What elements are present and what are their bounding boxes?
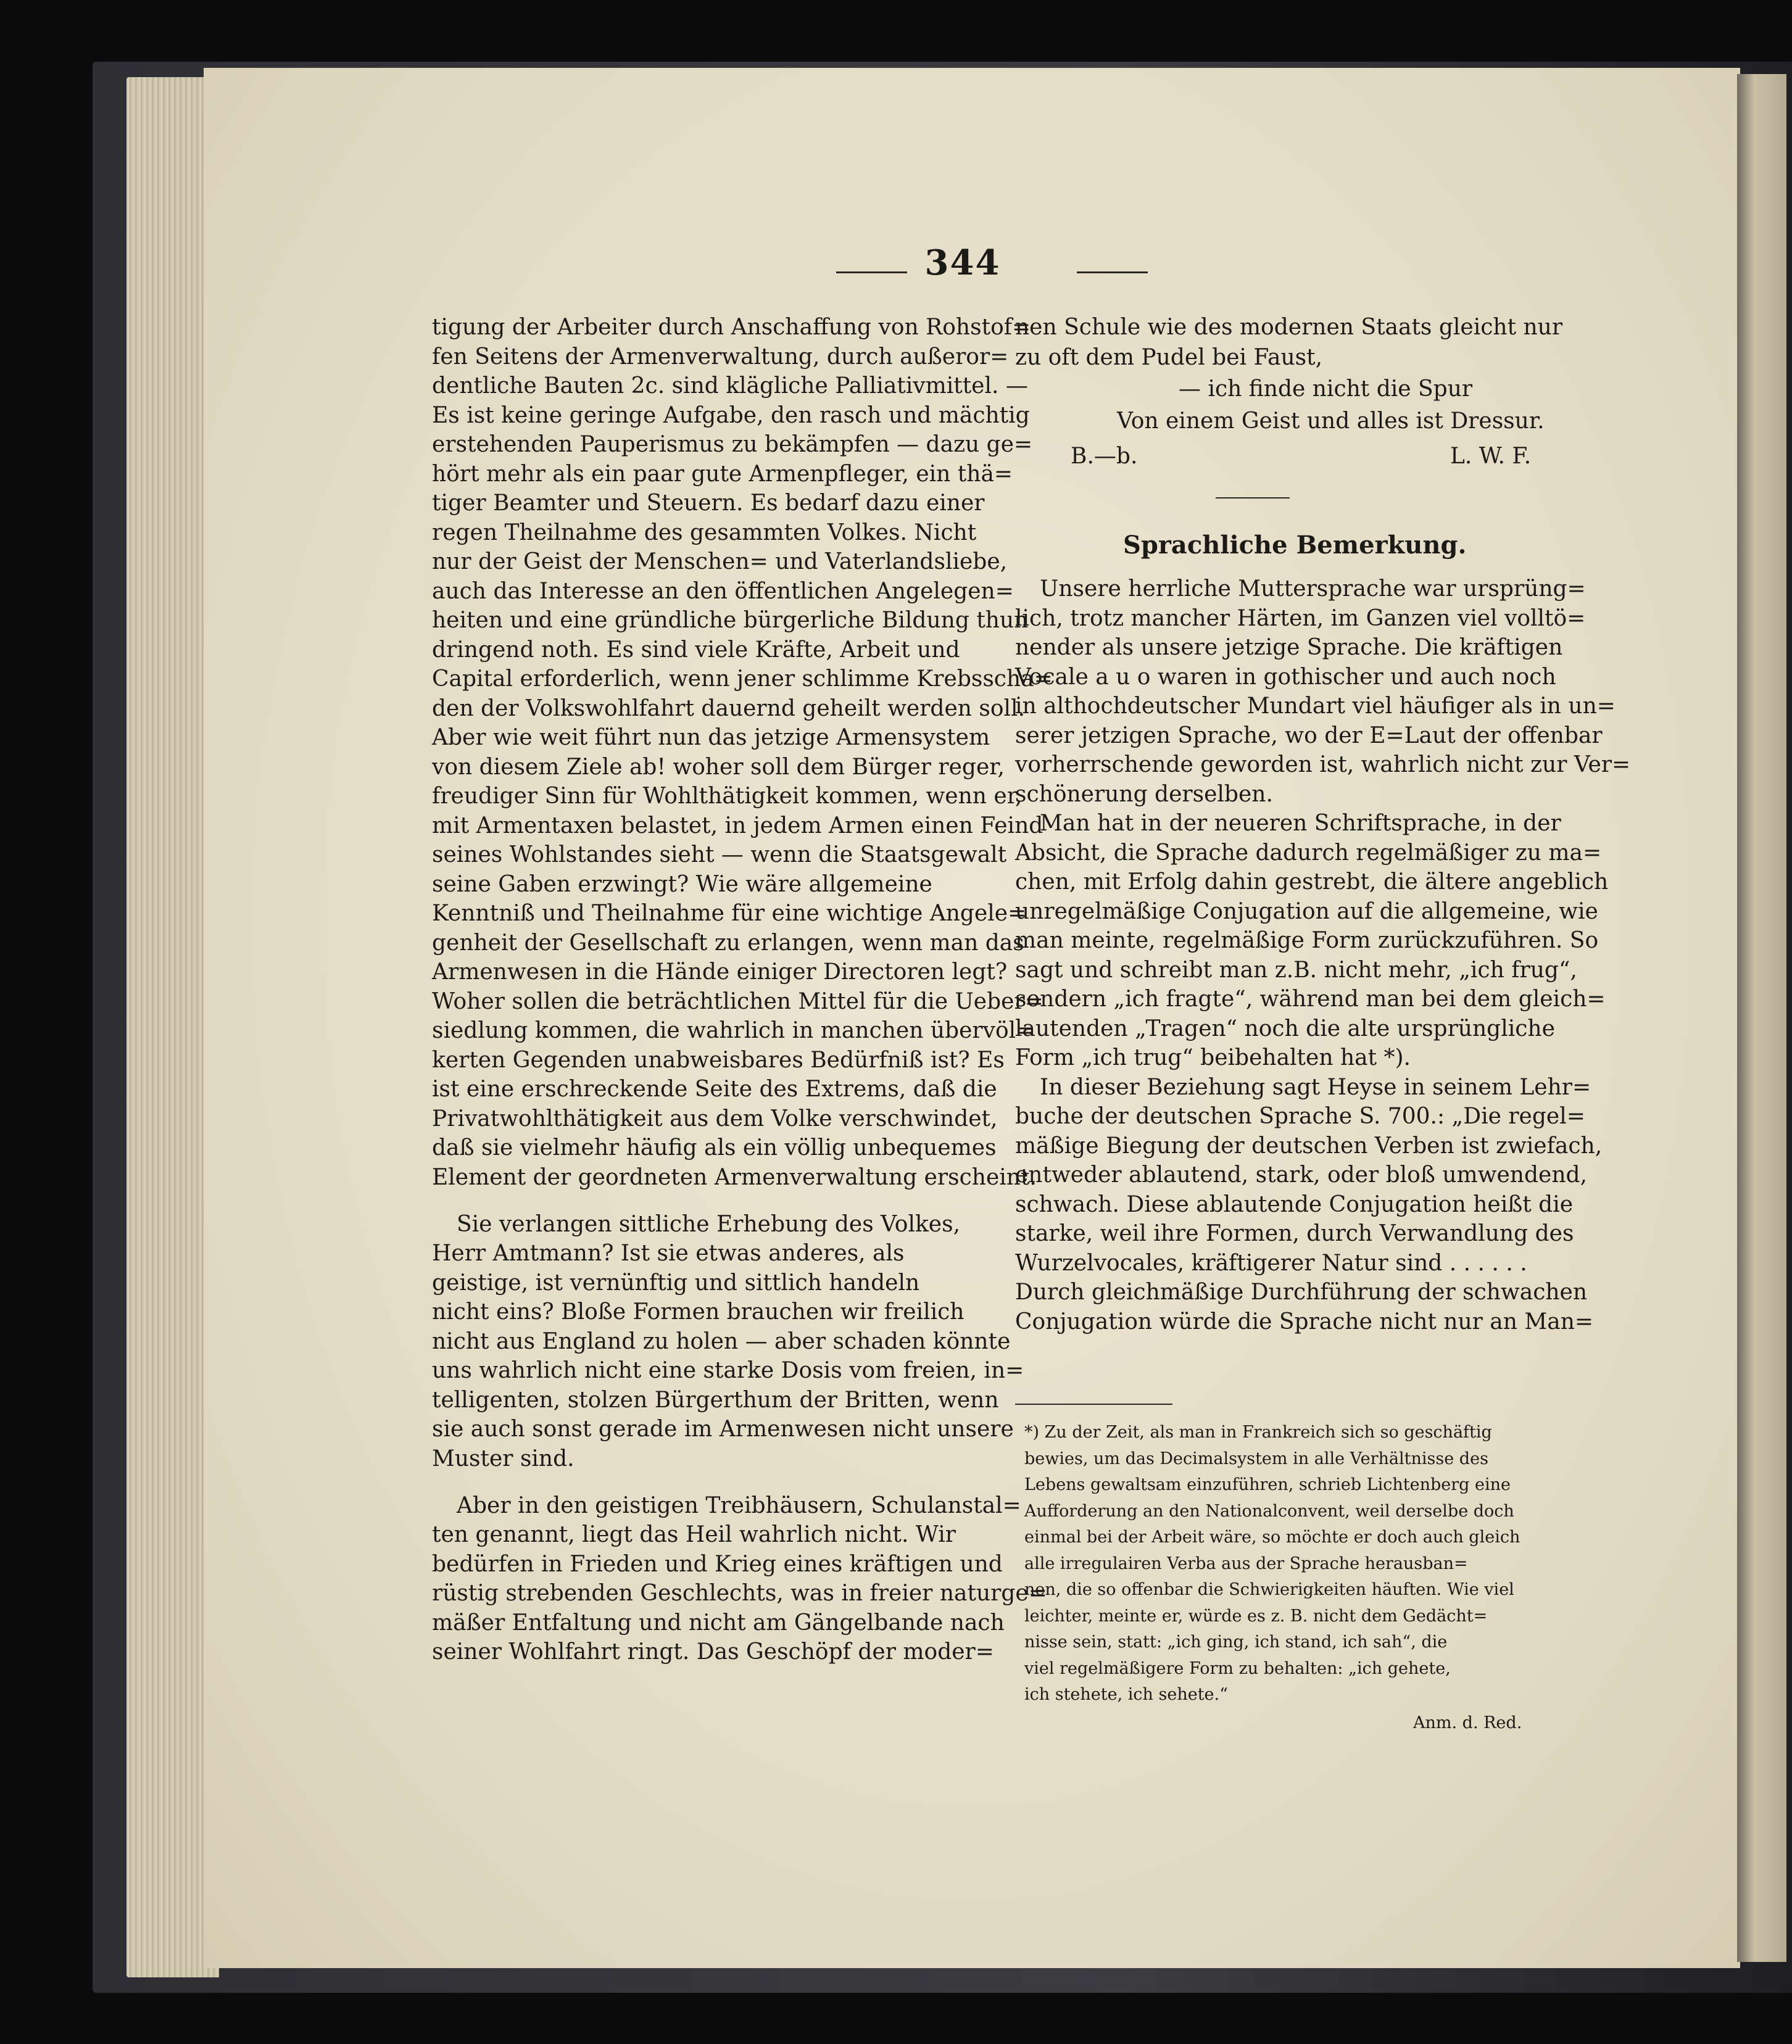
text-line: Sie verlangen sittliche Erhebung des Volkes,: [457, 1211, 961, 1237]
text-line: Muster sind.: [432, 1446, 575, 1471]
text-line: Conjugation würde die Sprache nicht nur an Man=: [1015, 1309, 1594, 1334]
text-line: In dieser Beziehung sagt Heyse in seinem Lehr=: [1040, 1074, 1591, 1100]
text-line: dentliche Bauten 2c. sind klägliche Palliativmittel. —: [432, 373, 1028, 399]
text-line: auch das Interesse an den öffentlichen Angelegen=: [432, 578, 1014, 604]
text-line: seiner Wohlfahrt ringt. Das Geschöpf der moder=: [432, 1639, 994, 1665]
text-line: rüstig strebenden Geschlechts, was in freier naturge=: [432, 1581, 1047, 1606]
section-divider: [1216, 497, 1290, 499]
quote-line: — ich finde nicht die Spur: [1179, 376, 1473, 402]
text-line: Durch gleichmäßige Durchführung der schwachen: [1015, 1280, 1588, 1305]
text-line: einmal bei der Arbeit wäre, so möchte er doch auch gleich: [1024, 1528, 1520, 1547]
text-line: geistige, ist vernünftig und sittlich handeln: [432, 1270, 920, 1296]
text-line: Herr Amtmann? Ist sie etwas anderes, als: [432, 1241, 905, 1266]
text-line: schwach. Diese ablautende Conjugation heißt die: [1015, 1191, 1574, 1217]
text-line: Wurzelvocales, kräftigerer Natur sind . . . . . .: [1015, 1250, 1527, 1276]
text-line: in althochdeutscher Mundart viel häufiger als in un=: [1015, 693, 1616, 719]
text-line: daß sie vielmehr häufig als ein völlig unbequemes: [432, 1135, 997, 1161]
text-line: Capital erforderlich, wenn jener schlimme Krebsscha=: [432, 666, 1053, 692]
page-number-dash-right: [1077, 271, 1148, 273]
text-line: freudiger Sinn für Wohlthätigkeit kommen, wenn er,: [432, 784, 1023, 809]
text-line: ist eine erschreckende Seite des Extrems, daß die: [432, 1077, 997, 1102]
text-line: nender als unsere jetzige Sprache. Die kräftigen: [1015, 635, 1563, 660]
text-line: genheit der Gesellschaft zu erlangen, wenn man das: [432, 930, 1024, 956]
text-line: von diesem Ziele ab! woher soll dem Bürger reger,: [432, 754, 1005, 780]
text-line: seines Wohlstandes sieht — wenn die Staatsgewalt: [432, 842, 1007, 867]
text-line: lautenden „Tragen“ noch die alte ursprüngliche: [1015, 1016, 1555, 1041]
text-line: Kenntniß und Theilnahme für eine wichtige Angele=: [432, 901, 1027, 926]
text-line: sie auch sonst gerade im Armenwesen nicht unsere: [432, 1417, 1014, 1442]
text-line: sondern „ich fragte“, während man bei dem gleich=: [1015, 987, 1606, 1012]
text-line: nicht eins? Bloße Formen brauchen wir freilich: [432, 1299, 964, 1325]
text-line: bedürfen in Frieden und Krieg eines kräftigen und: [432, 1551, 1003, 1577]
text-line: den der Volkswohlfahrt dauernd geheilt werden soll.: [432, 695, 1026, 721]
text-line: ten genannt, liegt das Heil wahrlich nicht. Wir: [432, 1522, 956, 1547]
text-line: regen Theilnahme des gesammten Volkes. Nicht: [432, 519, 977, 545]
text-line: man meinte, regelmäßige Form zurückzuführen. So: [1015, 928, 1599, 953]
text-line: hört mehr als ein paar gute Armenpfleger, ein thä=: [432, 461, 1013, 487]
text-line: fen Seitens der Armenverwaltung, durch außeror=: [432, 344, 1009, 370]
text-line: tigung der Arbeiter durch Anschaffung von Rohstof=: [432, 315, 1031, 340]
text-line: Aufforderung an den Nationalconvent, weil derselbe doch: [1024, 1501, 1514, 1521]
text-line: mäßer Entfaltung und nicht am Gängelbande nach: [432, 1610, 1005, 1636]
page-number: 344: [924, 242, 1001, 283]
text-line: dringend noth. Es sind viele Kräfte, Arbeit und: [432, 637, 960, 663]
text-line: buche der deutschen Sprache S. 700.: „Die regel=: [1015, 1104, 1585, 1129]
text-line: alle irregulairen Verba aus der Sprache herausban=: [1024, 1554, 1468, 1573]
signature-left: B.—b.: [1071, 444, 1138, 469]
footnote-attribution: Anm. d. Red.: [1413, 1713, 1522, 1732]
text-line: serer jetzigen Sprache, wo der E=Laut der offenbar: [1015, 722, 1603, 748]
text-line: leichter, meinte er, würde es z. B. nicht dem Gedächt=: [1024, 1606, 1488, 1626]
text-line: siedlung kommen, die wahrlich in manchen übervöl=: [432, 1018, 1035, 1043]
text-line: *) Zu der Zeit, als man in Frankreich sich so geschäftig: [1024, 1423, 1492, 1442]
text-line: Armenwesen in die Hände einiger Directoren legt?: [432, 959, 1008, 985]
text-line: chen, mit Erfolg dahin gestrebt, die ältere angeblich: [1015, 869, 1609, 895]
text-line: kerten Gegenden unabweisbares Bedürfniß ist? Es: [432, 1047, 1005, 1073]
text-line: telligenten, stolzen Bürgerthum der Britten, wenn: [432, 1387, 999, 1413]
text-line: heiten und eine gründliche bürgerliche Bildung thun: [432, 608, 1029, 633]
text-line: Unsere herrliche Muttersprache war ursprüng=: [1040, 576, 1586, 602]
text-line: lich, trotz mancher Härten, im Ganzen viel volltö=: [1015, 605, 1586, 631]
text-line: erstehenden Pauperismus zu bekämpfen — dazu ge=: [432, 432, 1033, 457]
text-line: Aber wie weit führt nun das jetzige Armensystem: [432, 725, 990, 750]
quote-line: Von einem Geist und alles ist Dressur.: [1117, 408, 1545, 434]
text-line: ich stehete, ich sehete.“: [1024, 1685, 1228, 1704]
text-line: bewies, um das Decimalsystem in alle Verhältnisse des: [1024, 1449, 1488, 1468]
text-line: starke, weil ihre Formen, durch Verwandlung des: [1015, 1221, 1574, 1246]
text-line: viel regelmäßigere Form zu behalten: „ich gehete,: [1024, 1658, 1451, 1678]
facing-page-edge: [1737, 74, 1786, 1962]
text-line: Aber in den geistigen Treibhäusern, Schulanstal=: [457, 1492, 1021, 1518]
text-line: Vocale a u o waren in gothischer und auch noch: [1015, 664, 1556, 690]
text-line: Element der geordneten Armenverwaltung erscheint.: [432, 1164, 1037, 1190]
text-line: uns wahrlich nicht eine starke Dosis vom freien, in=: [432, 1358, 1024, 1383]
text-line: Form „ich trug“ beibehalten hat *).: [1015, 1045, 1411, 1070]
text-line: seine Gaben erzwingt? Wie wäre allgemeine: [432, 871, 932, 897]
text-line: Privatwohlthätigkeit aus dem Volke verschwindet,: [432, 1106, 998, 1132]
text-line: mit Armentaxen belastet, in jedem Armen einen Feind: [432, 813, 1043, 838]
footnote-divider: [1015, 1404, 1172, 1405]
text-line: Lebens gewaltsam einzuführen, schrieb Lichtenberg eine: [1024, 1475, 1511, 1494]
text-line: entweder ablautend, stark, oder bloß umwendend,: [1015, 1162, 1587, 1188]
text-line: nen, die so offenbar die Schwierigkeiten häuften. Wie viel: [1024, 1580, 1514, 1599]
text-line: tiger Beamter und Steuern. Es bedarf dazu einer: [432, 490, 985, 516]
quote-line: nen Schule wie des modernen Staats gleicht nur: [1015, 315, 1563, 340]
text-line: mäßige Biegung der deutschen Verben ist zwiefach,: [1015, 1133, 1603, 1159]
text-line: vorherrschende geworden ist, wahrlich nicht zur Ver=: [1015, 752, 1631, 777]
text-line: unregelmäßige Conjugation auf die allgemeine, wie: [1015, 898, 1598, 924]
text-line: sagt und schreibt man z.B. nicht mehr, „ich frug“,: [1015, 957, 1577, 983]
text-line: Woher sollen die beträchtlichen Mittel für die Ueber=: [432, 988, 1043, 1014]
quote-line: zu oft dem Pudel bei Faust,: [1015, 345, 1323, 370]
text-line: nicht aus England zu holen — aber schaden könnte: [432, 1328, 1011, 1354]
signature-right: L. W. F.: [1450, 444, 1532, 469]
text-line: Es ist keine geringe Aufgabe, den rasch und mächtig: [432, 402, 1030, 428]
text-line: Man hat in der neueren Schriftsprache, in der: [1040, 811, 1561, 836]
text-line: Absicht, die Sprache dadurch regelmäßiger zu ma=: [1015, 840, 1602, 866]
text-line: nur der Geist der Menschen= und Vaterlandsliebe,: [432, 549, 1008, 574]
text-line: schönerung derselben.: [1015, 781, 1273, 807]
section-heading: Sprachliche Bemerkung.: [1123, 531, 1467, 560]
text-line: nisse sein, statt: „ich ging, ich stand, ich sah“, die: [1024, 1632, 1448, 1652]
